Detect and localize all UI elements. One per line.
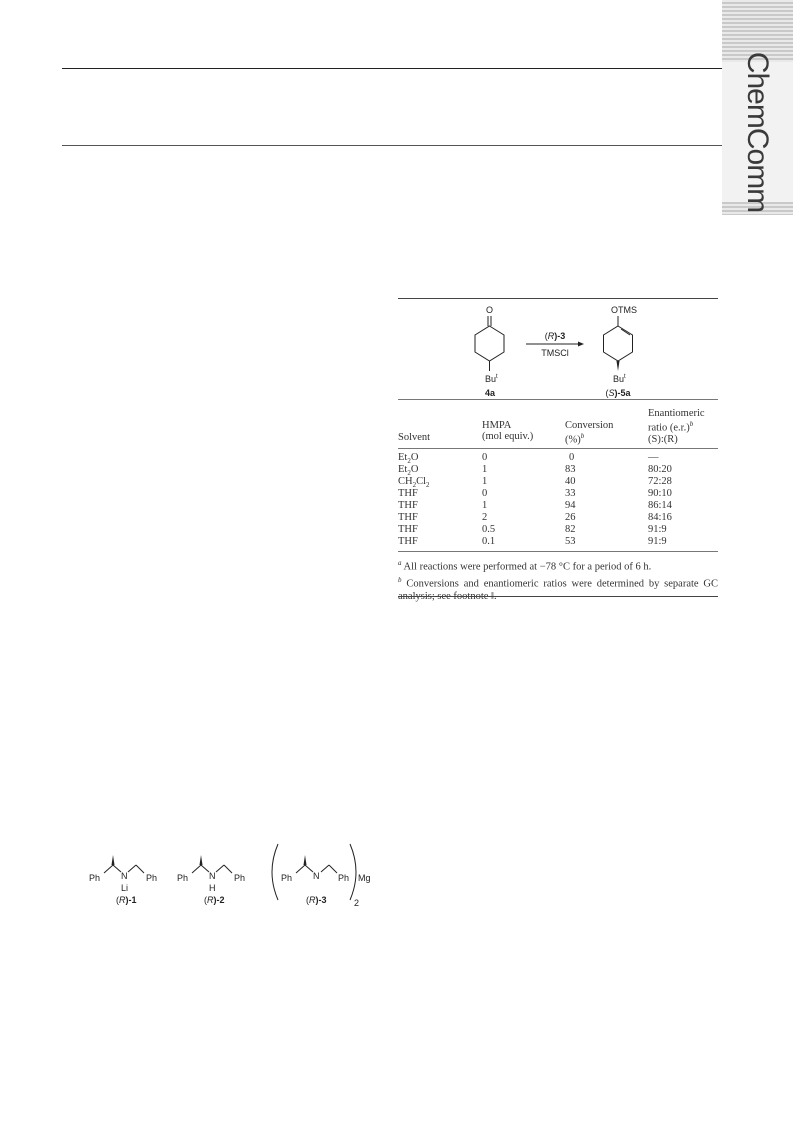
- reagent-2: TMSCl: [541, 348, 569, 358]
- reagent-1: (R)-3: [544, 331, 566, 341]
- cell-hmpa: 1: [482, 500, 488, 511]
- reactant-4a: [475, 316, 504, 371]
- cell-conversion: 26: [565, 512, 576, 523]
- r3-right-paren: [350, 844, 356, 900]
- r2-h: H: [209, 883, 216, 893]
- r1-ph-right: Ph: [146, 873, 158, 883]
- cell-conversion: 83: [565, 464, 576, 475]
- reactant-substituent: Bu$^t$: [485, 374, 498, 384]
- r3-ph-right: Ph: [338, 873, 350, 883]
- header-top-rule: [62, 68, 722, 69]
- cell-conversion: 82: [565, 524, 576, 535]
- r1-n: N: [121, 871, 128, 881]
- amide-structures: [88, 836, 373, 916]
- journal-name: ChemComm: [741, 51, 774, 213]
- cell-solvent: $Et_2O$: [398, 464, 419, 478]
- cell-solvent: $CH_2Cl_2$: [398, 476, 430, 490]
- cell-er: 86:14: [648, 500, 672, 511]
- r3-wedge: [304, 855, 307, 865]
- header-bottom-rule: [62, 145, 722, 146]
- r3-subscript: 2: [354, 898, 360, 908]
- product-substituent: Bu$^t$: [613, 374, 626, 384]
- cell-hmpa: 2: [482, 512, 488, 523]
- cell-solvent: THF: [398, 512, 418, 523]
- reaction-scheme: [398, 300, 718, 400]
- cell-er: 72:28: [648, 476, 672, 487]
- table-scheme-rule: [398, 399, 718, 400]
- cell-er: 90:10: [648, 488, 672, 499]
- cell-conversion: 94: [565, 500, 576, 511]
- cell-conversion: 0: [569, 452, 575, 463]
- r1-ph-left: Ph: [89, 873, 101, 883]
- footnote-b: $^b$ Conversions and enantiomeric ratios were determined by separate GC analysis; see footnote ‖.: [398, 576, 718, 602]
- cell-conversion: 33: [565, 488, 576, 499]
- footnote-a: $^a$ All reactions were performed at −78 °C for a period of 6 h.: [398, 559, 652, 573]
- cell-solvent: THF: [398, 524, 418, 535]
- r2-n: N: [209, 871, 216, 881]
- table-bottom-rule: [398, 596, 718, 597]
- r1-wedge: [112, 855, 115, 865]
- table-top-rule: [398, 298, 718, 299]
- table-body-rule: [398, 551, 718, 552]
- r3-left-paren: [272, 844, 278, 900]
- product-5a: [604, 316, 633, 361]
- cell-er: 80:20: [648, 464, 672, 475]
- r2-ph-right: Ph: [234, 873, 246, 883]
- r2-wedge: [200, 855, 203, 865]
- reaction-arrow: [526, 342, 584, 347]
- cell-conversion: 40: [565, 476, 576, 487]
- r2-ph-left: Ph: [177, 873, 189, 883]
- product-wedge-bond: [617, 361, 620, 371]
- label-r1: (R)-1: [116, 895, 137, 905]
- reactant-oxygen-label: O: [485, 305, 494, 315]
- cell-er: 84:16: [648, 512, 672, 523]
- cell-solvent: THF: [398, 488, 418, 499]
- r3-n: N: [313, 871, 320, 881]
- header-enantiomeric-ratio: Enantiomeric ratio $(e.r.)^b$ (S):(R): [648, 408, 705, 445]
- cell-hmpa: 0: [482, 452, 488, 463]
- cell-conversion: 53: [565, 536, 576, 547]
- cell-er: —: [648, 452, 659, 463]
- header-conversion: Conversion (%)$^b$: [565, 420, 614, 446]
- cell-hmpa: 0.5: [482, 524, 496, 535]
- r3-ph-left: Ph: [281, 873, 293, 883]
- cell-hmpa: 1: [482, 464, 488, 475]
- cell-er: 91:9: [648, 536, 667, 547]
- product-label: (S)-5a: [605, 388, 631, 398]
- table-header-rule: [398, 448, 718, 449]
- header-hmpa: HMPA (mol equiv.): [482, 420, 534, 442]
- reactant-label: 4a: [484, 388, 496, 398]
- product-group-label: OTMS: [611, 305, 637, 315]
- cell-hmpa: 0.1: [482, 536, 496, 547]
- cell-solvent: THF: [398, 500, 418, 511]
- r1-li: Li: [121, 883, 129, 893]
- label-r3: (R)-3: [306, 895, 327, 905]
- label-r2: (R)-2: [204, 895, 225, 905]
- cell-er: 91:9: [648, 524, 667, 535]
- header-solvent: Solvent: [398, 432, 431, 443]
- cell-hmpa: 1: [482, 476, 488, 487]
- cell-hmpa: 0: [482, 488, 488, 499]
- r3-mg: Mg: [358, 873, 371, 883]
- cell-solvent: THF: [398, 536, 418, 547]
- cell-solvent: $Et_2O$: [398, 452, 419, 466]
